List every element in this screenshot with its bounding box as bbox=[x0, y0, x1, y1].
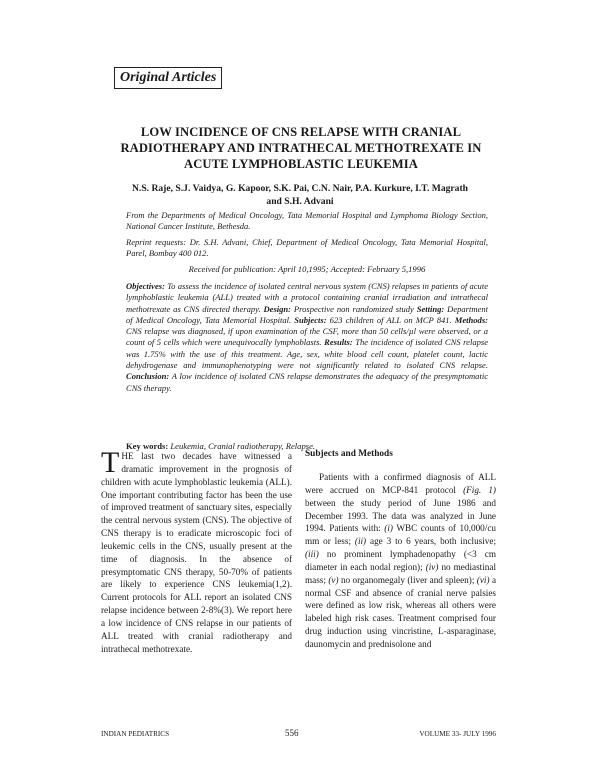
footer-volume: VOLUME 33- JULY 1996 bbox=[419, 730, 496, 738]
abstract-results-label: Results: bbox=[324, 337, 353, 348]
page-number: 556 bbox=[285, 728, 299, 738]
abstract-subjects-label: Subjects: bbox=[294, 314, 327, 325]
criterion-vi-marker: (vi) bbox=[476, 574, 490, 585]
keywords-text: Leukemia, Cranial radiotherapy, Relapse. bbox=[170, 441, 316, 451]
affiliation-reprint: Reprint requests: Dr. S.H. Advani, Chief, Department of Medical Oncology, Tata Memorial Hospital, Parel, Bombay 400 012. bbox=[126, 237, 488, 258]
author-list: N.S. Raje, S.J. Vaidya, G. Kapoor, S.K. Pai, C.N. Nair, P.A. Kurkure, I.T. Magrath and S.H. Advani bbox=[132, 183, 468, 207]
methods-p2: between the study period of June 1986 and December 1993. The data was analyzed in June 1994. Patients with: bbox=[305, 497, 496, 534]
abstract-methods-label: Methods: bbox=[454, 314, 489, 325]
footer-journal-name: INDIAN PEDIATRICS bbox=[101, 730, 170, 738]
abstract-design: Prospective non randomized study bbox=[293, 303, 414, 314]
abstract-methods: CNS relapse was diagnosed, if upon examination of the CSF, more than 50 cells/µl were observed, or a count of 5 cells which were unequivocally lymphoblasts. bbox=[126, 326, 488, 348]
drop-cap: T bbox=[101, 446, 120, 479]
criterion-v-marker: (v) bbox=[328, 574, 339, 585]
abstract bbox=[126, 281, 488, 394]
introduction-body: HE last two decades have witnessed a dramatic improvement in the prognosis of children with acute lymphoblastic leukemia (ALL). One important contributing factor has been the use of improved treatment of sanctuary sites, especially the central nervous system (CNS). The objective of CNS therapy is to eradicate microscopic foci of leukemic cells in the CNS, usually present at the time of diagnosis. In the absence of presymptomatic CNS therapy, 50-70% of patients are likely to experience CNS leukemia(1,2). Current protocols for ALL report an isolated CNS relapse incidence between 2-8%(3). We report here a low incidence of CNS relapse in our patients of ALL treated with cranial radiotherapy and intrathecal methotrexate. bbox=[101, 451, 292, 654]
criterion-vi: a normal CSF and absence of cranial nerve palsies were defined as low risk, whereas all others were labeled high risk cases. Treatment comprised four drug induction using vincristine, L-asparaginase, daunomycin and prednisolone and bbox=[305, 574, 497, 649]
abstract-objectives: To assess the incidence of isolated central nervous system (CNS) relapses in patients of acute lymphoblastic leukemia (ALL) treated with a protocol containing cranial irradiation and intrathecal methotrexate as CNS directed therapy. bbox=[126, 281, 488, 314]
criterion-iv: no mediastinal mass; bbox=[305, 561, 497, 585]
criterion-ii: age 3 to 6 years, both inclusive; bbox=[370, 536, 497, 547]
criterion-v: no organomegaly (liver and spleen); bbox=[340, 574, 475, 585]
criterion-iv-marker: (iv) bbox=[425, 561, 439, 572]
subjects-methods-heading: Subjects and Methods bbox=[305, 449, 393, 459]
abstract-subjects: 623 children of ALL on MCP 841. bbox=[329, 314, 452, 325]
methods-p1: Patients with a confirmed diagnosis of ALL were accrued on MCP-841 protocol bbox=[305, 472, 496, 495]
section-label: Original Articles bbox=[114, 67, 222, 89]
abstract-conclusion: A low incidence of isolated CNS relapse demonstrates the adequacy of the presymptomatic CNS therapy. bbox=[126, 371, 489, 393]
affiliation-from: From the Departments of Medical Oncology, Tata Memorial Hospital and Lymphoma Biology Section, National Cancer Institute, Bethesda. bbox=[126, 210, 488, 231]
keywords-label: Key words: bbox=[126, 441, 169, 451]
figure-reference: (Fig. 1) bbox=[463, 484, 496, 495]
criterion-ii-marker: (ii) bbox=[354, 536, 367, 547]
article-title: LOW INCIDENCE OF CNS RELAPSE WITH CRANIAL RADIOTHERAPY AND INTRATHECAL METHOTREXATE IN ACUTE LYMPHOBLASTIC LEUKEMIA bbox=[120, 125, 482, 171]
abstract-setting: Department of Medical Oncology, Tata Memorial Hospital. bbox=[126, 303, 488, 325]
abstract-design-label: Design: bbox=[263, 303, 292, 314]
criterion-iii: no prominent lymphadenopathy (<3 cm diameter in each nodal region); bbox=[305, 549, 496, 572]
criterion-iii-marker: (iii) bbox=[305, 549, 319, 560]
criterion-i: WBC counts of 10,000/cu mm or less; bbox=[305, 523, 496, 547]
abstract-results: The incidence of isolated CNS relapse was 1.75% with the use of this treatment. Age, sex, white blood cell count, platelet count, lactic dehydrogenase and immunophenotyping were not significantly related to isolated CNS relapse. bbox=[126, 337, 488, 371]
abstract-conclusion-label: Conclusion: bbox=[126, 371, 170, 382]
abstract-objectives-label: Objectives: bbox=[126, 281, 165, 291]
received-dates: Received for publication: April 10,1995; Accepted: February 5,1996 bbox=[188, 264, 426, 274]
abstract-setting-label: Setting: bbox=[416, 303, 445, 314]
subjects-methods-text bbox=[305, 471, 496, 651]
criterion-i-marker: (i) bbox=[384, 523, 393, 534]
